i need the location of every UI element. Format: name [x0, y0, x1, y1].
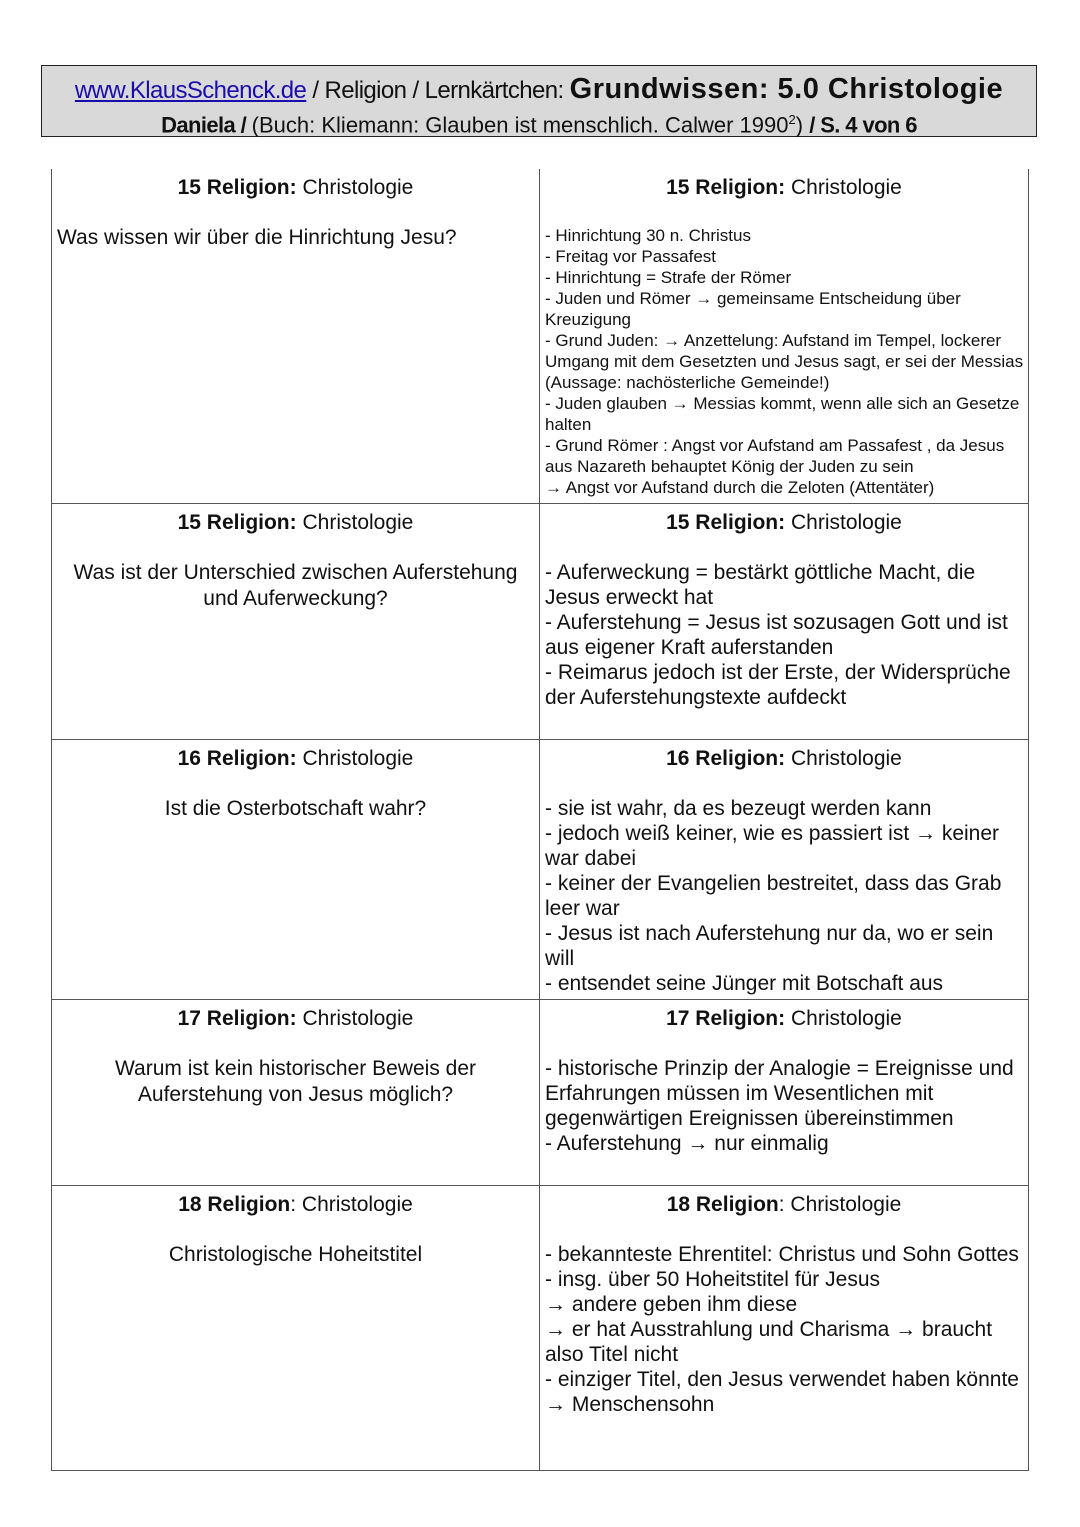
card-number: 15 Religion:	[177, 511, 297, 534]
header-line-2	[42, 106, 1036, 139]
card-label	[52, 1192, 539, 1218]
card-number: 17 Religion:	[666, 1007, 786, 1030]
card-topic: Christologie	[296, 176, 414, 199]
card-back	[540, 169, 1028, 503]
card-label	[540, 510, 1028, 536]
card-number: 16 Religion:	[666, 747, 786, 770]
answer-line: - entsendet seine Jünger mit Botschaft aus	[545, 972, 944, 995]
answer-line: - sie ist wahr, da es bezeugt werden kann	[545, 797, 932, 820]
answer-line: - jedoch weiß keiner, wie es passiert ist → keiner war dabei	[545, 822, 1000, 870]
answer-line: - insg. über 50 Hoheitstitel für Jesus	[545, 1268, 880, 1291]
header-page: / S. 4 von 6	[809, 112, 917, 138]
card-question: Was wissen wir über die Hinrichtung Jesu?	[57, 226, 457, 249]
card-label	[52, 1006, 539, 1032]
card-label	[52, 175, 539, 201]
answer-line: - einziger Titel, den Jesus verwendet haben könnte → Menschensohn	[545, 1368, 1019, 1416]
answer-line: - Auferstehung → nur einmalig	[545, 1132, 829, 1155]
answer-line: - Juden und Römer → gemeinsame Entscheidung über Kreuzigung	[545, 289, 961, 329]
answer-line: - Grund Juden: → Anzettelung: Aufstand im Tempel, lockerer Umgang mit dem Gesetzten und Jesus sagt, er sei der Messias (Aussage: nachösterliche Gemeinde!)	[545, 331, 1024, 392]
answer-line: - Auferweckung = bestärkt göttliche Macht, die Jesus erweckt hat	[545, 561, 976, 609]
card-front	[52, 504, 540, 739]
flashcard-row	[52, 1185, 1028, 1470]
answer-line: → er hat Ausstrahlung und Charisma → braucht also Titel nicht	[545, 1318, 993, 1366]
card-front	[52, 1000, 540, 1185]
header-book-sup: 2	[788, 112, 796, 127]
answer-line: - Reimarus jedoch ist der Erste, der Widersprüche der Auferstehungstexte aufdeckt	[545, 661, 1011, 709]
card-answer	[540, 560, 1028, 710]
card-number: 17 Religion:	[177, 1007, 297, 1030]
page-header	[41, 65, 1037, 137]
answer-line: → andere geben ihm diese	[545, 1293, 798, 1316]
card-number: 15 Religion:	[666, 511, 786, 534]
card-topic: Christologie	[296, 511, 414, 534]
header-book: (Buch: Kliemann: Glauben ist menschlich. Calwer 1990	[251, 112, 789, 138]
card-front	[52, 169, 540, 503]
answer-line: - bekannteste Ehrentitel: Christus und Sohn Gottes	[545, 1243, 1019, 1266]
answer-line: → Angst vor Aufstand durch die Zeloten (Attentäter)	[545, 478, 935, 497]
card-answer	[540, 1056, 1028, 1156]
card-number: 16 Religion:	[177, 747, 297, 770]
header-line-1	[42, 74, 1036, 106]
card-front	[52, 740, 540, 999]
card-front	[52, 1186, 540, 1470]
answer-line: - keiner der Evangelien bestreitet, dass das Grab leer war	[545, 872, 1002, 920]
answer-line: - historische Prinzip der Analogie = Ereignisse und Erfahrungen müssen im Wesentlichen mit gegenwärtigen Ereignissen übereinstimmen	[545, 1057, 1014, 1130]
card-question: Ist die Osterbotschaft wahr?	[164, 797, 427, 820]
header-title: Grundwissen: 5.0 Christologie	[569, 73, 1004, 105]
card-topic: Christologie	[296, 747, 414, 770]
answer-line: - Freitag vor Passafest	[545, 247, 717, 266]
card-number: 18 Religion	[178, 1193, 291, 1216]
card-topic: Christologie	[785, 1007, 902, 1030]
flashcard-row	[52, 999, 1028, 1185]
header-author: Daniela /	[161, 112, 252, 138]
card-topic: Christologie	[296, 1007, 414, 1030]
card-topic: : Christologie	[290, 1193, 413, 1216]
answer-line: - Grund Römer : Angst vor Aufstand am Passafest , da Jesus aus Nazareth behauptet König der Juden zu sein	[545, 436, 1005, 476]
flashcard-table	[51, 169, 1029, 1471]
card-label	[540, 746, 1028, 772]
card-answer	[540, 796, 1028, 996]
flashcard-row	[52, 739, 1028, 999]
card-back	[540, 1186, 1028, 1470]
header-path: / Religion / Lernkärtchen:	[306, 77, 570, 104]
header-book-end: )	[795, 112, 810, 138]
card-back	[540, 740, 1028, 999]
card-question: Was ist der Unterschied zwischen Auferstehung und Auferweckung?	[73, 561, 518, 610]
card-number: 15 Religion:	[666, 176, 786, 199]
card-label	[540, 175, 1028, 201]
flashcard-row	[52, 169, 1028, 503]
card-topic: Christologie	[785, 176, 902, 199]
card-topic: Christologie	[785, 511, 902, 534]
card-question: Christologische Hoheitstitel	[168, 1243, 423, 1266]
website-link[interactable]: www.KlausSchenck.de	[74, 77, 307, 104]
card-question: Warum ist kein historischer Beweis der Auferstehung von Jesus möglich?	[115, 1057, 476, 1106]
card-label	[52, 510, 539, 536]
answer-line: - Hinrichtung 30 n. Christus	[545, 226, 751, 245]
answer-line: - Juden glauben → Messias kommt, wenn alle sich an Gesetze halten	[545, 394, 1020, 434]
card-back	[540, 1000, 1028, 1185]
card-number: 18 Religion	[666, 1193, 779, 1216]
card-number: 15 Religion:	[177, 176, 297, 199]
card-answer	[540, 225, 1028, 498]
card-label	[540, 1192, 1028, 1218]
card-back	[540, 504, 1028, 739]
answer-line: - Jesus ist nach Auferstehung nur da, wo er sein will	[545, 922, 994, 970]
card-topic: Christologie	[785, 747, 902, 770]
answer-line: - Hinrichtung = Strafe der Römer	[545, 268, 792, 287]
flashcard-row	[52, 503, 1028, 739]
card-label	[540, 1006, 1028, 1032]
answer-line: - Auferstehung = Jesus ist sozusagen Gott und ist aus eigener Kraft auferstanden	[545, 611, 1008, 659]
card-topic: : Christologie	[778, 1193, 902, 1216]
card-label	[52, 746, 539, 772]
card-answer	[540, 1242, 1028, 1417]
